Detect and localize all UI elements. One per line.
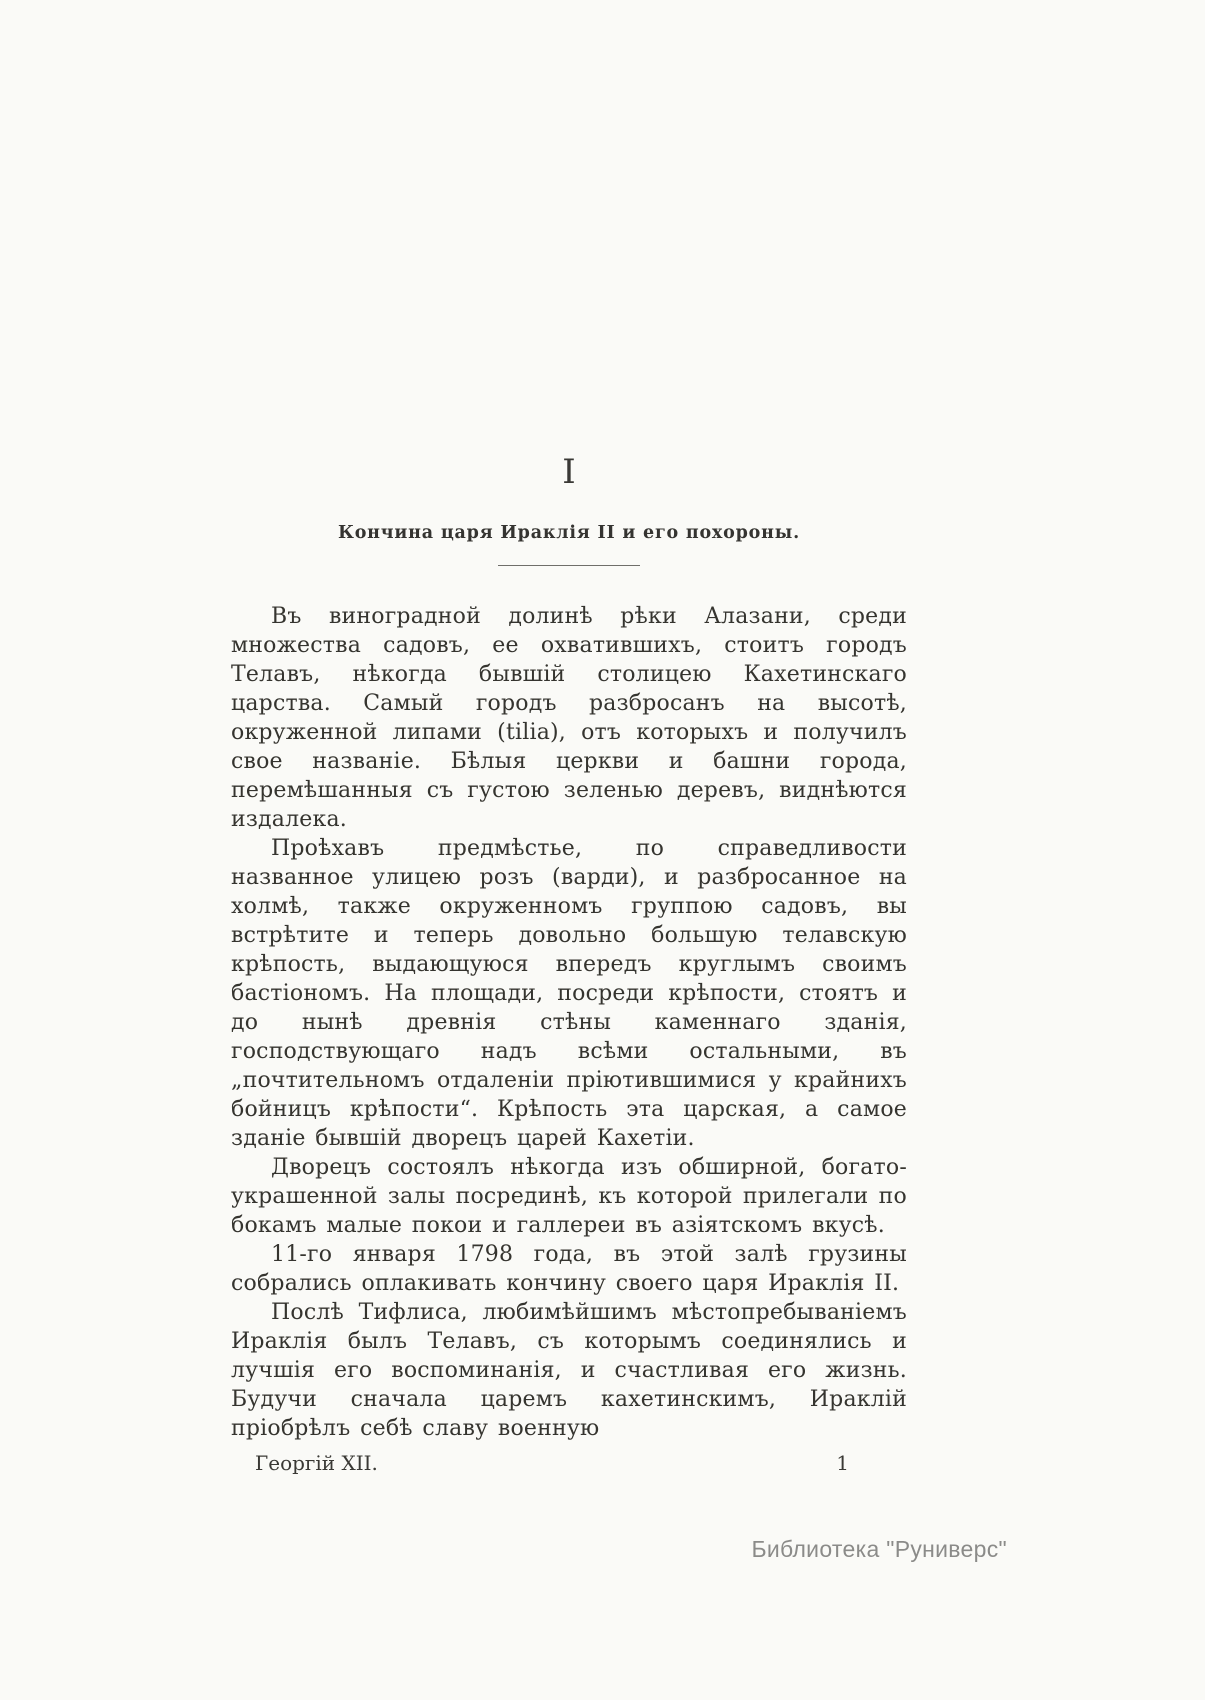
chapter-title: Кончина царя Ираклія II и его похороны.	[337, 523, 800, 543]
chapter-number: I	[562, 452, 576, 492]
body-text	[231, 602, 907, 1443]
section-divider	[498, 565, 640, 566]
library-watermark: Библиотека "Руниверс"	[751, 1536, 1007, 1562]
paragraph: Въ виноградной долинѣ рѣки Алазани, среди множества садовъ, ее охватившихъ, стоитъ городъ Телавъ, нѣкогда бывшій столицею Кахетинскаго царства. Самый городъ разбросанъ на высотѣ, окруженной липами (tilia), отъ которыхъ и получилъ свое названіе. Бѣлыя церкви и башни города, перемѣшанныя съ густою зеленью деревъ, виднѣются издалека.	[231, 604, 907, 832]
paragraph: Проѣхавъ предмѣстье, по справедливости названное улицею розъ (варди), и разбросанное на холмѣ, также окруженномъ группою садовъ, вы встрѣтите и теперь довольно большую телавскую крѣпость, выдающуюся впередъ круглымъ своимъ бастіономъ. На площади, посреди крѣпости, стоятъ и до нынѣ древнія стѣны каменнаго зданія, господствующаго надъ всѣми остальными, въ „почтительномъ отдаленіи пріютившимися у крайнихъ бойницъ крѣпости“. Крѣпость эта царская, а самое зданіе бывшій дворецъ царей Кахетіи.	[231, 836, 907, 1151]
paragraph: Послѣ Тифлиса, любимѣйшимъ мѣстопребываніемъ Ираклія былъ Телавъ, съ которымъ соединялись и лучшія его воспоминанія, и счастливая его жизнь. Будучи сначала царемъ кахетинскимъ, Ираклій пріобрѣлъ себѣ славу военную	[231, 1300, 907, 1441]
page-number: 1	[836, 1451, 849, 1475]
paragraph: 11-го января 1798 года, въ этой залѣ грузины собрались оплакивать кончину своего царя Ираклія II.	[231, 1242, 907, 1296]
footer-signature: Георгій XII.	[255, 1451, 378, 1475]
page-footer	[231, 1451, 907, 1475]
paragraph: Дворецъ состоялъ нѣкогда изъ обширной, богато-украшенной залы посрединѣ, къ которой прилегали по бокамъ малые покои и галлереи въ азіятскомъ вкусѣ.	[231, 1155, 907, 1238]
book-page	[231, 452, 907, 1475]
